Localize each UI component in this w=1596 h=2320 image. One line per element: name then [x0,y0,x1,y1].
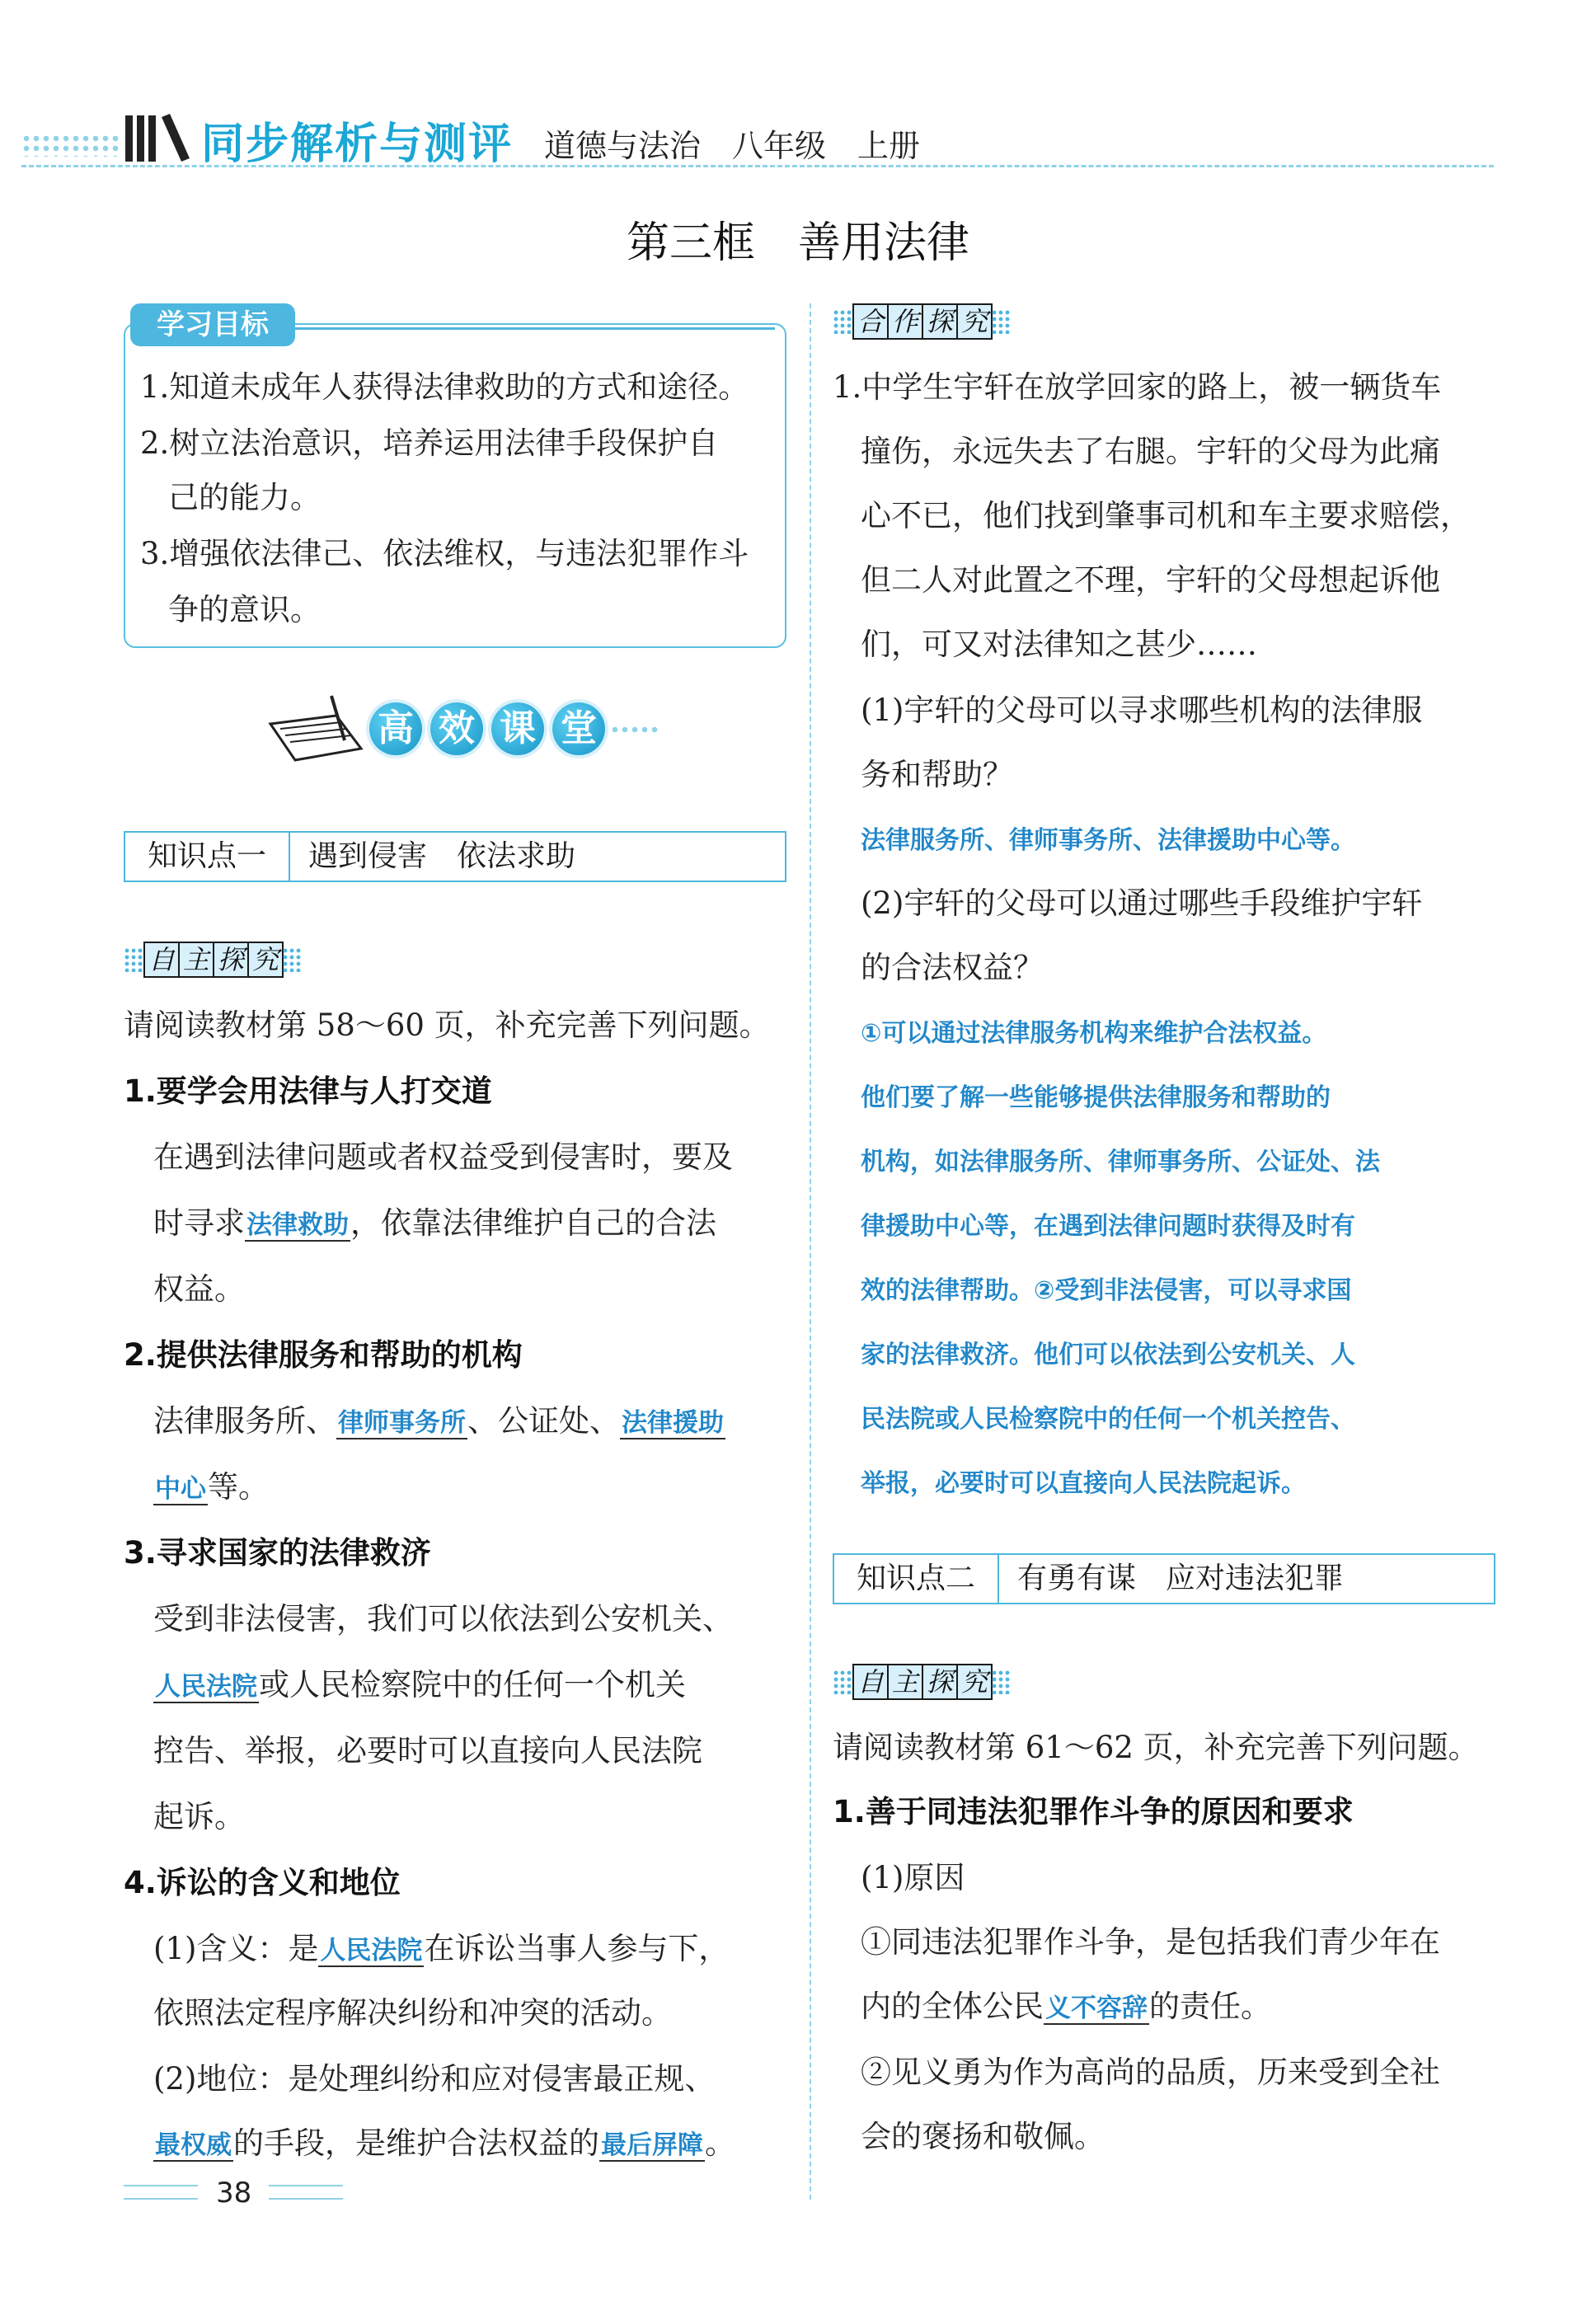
body-line: 起诉。 [153,1799,245,1834]
answer-text: 民法院或人民检察院中的任何一个机关控告、 [861,1405,1355,1434]
question-line: 1.中学生宇轩在放学回家的路上，被一辆货车 [833,369,1442,405]
goal-item: 2.树立法治意识，培养运用法律手段保护自 [140,425,719,461]
section-heading: 1.善于同违法犯罪作斗争的原因和要求 [833,1794,1354,1829]
body-line: 法律服务所、律师事务所、公证处、法律援助 [153,1403,724,1439]
answer-blank: 中心 [155,1474,206,1504]
header-divider [21,165,1494,167]
section-heading: 2.提供法律服务和帮助的机构 [124,1337,523,1373]
column-divider [810,303,811,2200]
banner-char: 课 [491,702,544,755]
answer-blank: 义不容辞 [1045,1994,1148,2023]
answer-text: 效的法律帮助。②受到非法侵害，可以寻求国 [861,1276,1352,1305]
sub-question: 务和帮助？ [861,757,1013,792]
header-dots-decoration [21,134,120,157]
kp-topic: 有勇有谋 应对违法犯罪 [1017,1562,1345,1595]
coop-explore-tag: 合 作 探 究 [833,303,1011,340]
body-line: 内的全体公民义不容辞的责任。 [861,1989,1271,2024]
goal-tag-line [289,327,775,330]
goal-item: 3.增强依法律己、依法维权，与违法犯罪作斗 [140,536,749,571]
body-line: 会的褒扬和敬佩。 [861,2119,1105,2154]
answer-text: 律援助中心等，在遇到法律问题时获得及时有 [861,1212,1355,1241]
answer-blank: 律师事务所 [338,1408,466,1438]
section-banner [369,702,605,760]
answer-text: 机构，如法律服务所、律师事务所、公证处、法 [861,1148,1380,1176]
banner-char: 堂 [552,702,605,755]
answer-text: ①可以通过法律服务机构来维护合法权益。 [861,1019,1327,1048]
book-stack-icon [124,109,198,163]
kp-label: 知识点二 [834,1555,999,1603]
body-line: ②见义勇为作为高尚的品质，历来受到全社 [861,2055,1440,2090]
knowledge-point-2 [833,1553,1495,1604]
banner-dots-decoration [610,726,660,734]
sub-question: 的合法权益？ [861,950,1044,985]
answer-blank: 法律援助 [622,1408,724,1438]
body-line: 依照法定程序解决纠纷和冲突的活动。 [153,1995,672,2031]
question-line: 但二人对此置之不理，宇轩的父母想起诉他 [861,562,1440,598]
body-line: 控告、举报，必要时可以直接向人民法院 [153,1733,702,1768]
sub-question: (2)宇轩的父母可以通过哪些手段维护宇轩 [861,885,1423,921]
knowledge-point-1 [124,831,786,882]
goal-item: 1.知道未成年人获得法律救助的方式和途径。 [140,369,749,405]
answer-blank: 人民法院 [320,1936,423,1965]
reading-instruction: 请阅读教材第 58～60 页，补充完善下列问题。 [124,1007,770,1043]
reading-instruction: 请阅读教材第 61～62 页，补充完善下列问题。 [833,1730,1479,1765]
goal-item: 争的意识。 [168,592,321,627]
question-line: 们，可又对法律知之甚少…… [861,627,1257,662]
body-line: (1)原因 [861,1860,965,1895]
answer-blank: 法律救助 [246,1210,349,1240]
notebook-pen-icon [262,691,369,773]
question-line: 撞伤，永远失去了右腿。宇轩的父母为此痛 [861,434,1440,469]
answer-blank: 人民法院 [155,1672,257,1702]
body-line: 权益。 [153,1271,245,1307]
answer-text: 家的法律救济。他们可以依法到公安机关、人 [861,1341,1355,1369]
kp-label: 知识点一 [125,833,290,881]
body-line: (2)地位：是处理纠纷和应对侵害最正规、 [153,2061,716,2097]
page-number: 38 [216,2177,252,2210]
learning-goals-tag: 学习目标 [130,303,295,346]
body-line: ①同违法犯罪作斗争，是包括我们青少年在 [861,1924,1440,1960]
banner-char: 高 [369,702,422,755]
question-line: 心不已，他们找到肇事司机和车主要求赔偿， [861,498,1471,533]
footer-decoration [269,2185,343,2200]
self-explore-tag: 自 主 探 究 [124,942,302,978]
sub-question: (1)宇轩的父母可以寻求哪些机构的法律服 [861,693,1423,728]
answer-blank: 最后屏障 [601,2130,703,2160]
body-line: 时寻求法律救助，依靠法律维护自己的合法 [153,1205,716,1241]
banner-char: 效 [430,702,483,755]
section-heading: 1.要学会用法律与人打交道 [124,1073,492,1109]
body-line: 中心等。 [155,1469,269,1505]
answer-text: 法律服务所、律师事务所、法律援助中心等。 [861,826,1355,855]
section-heading: 4.诉讼的含义和地位 [124,1865,401,1900]
body-line: (1)含义：是人民法院在诉讼当事人参与下， [153,1931,730,1966]
body-line: 受到非法侵害，我们可以依法到公安机关、 [153,1601,733,1637]
footer-decoration [124,2185,198,2200]
section-heading: 3.寻求国家的法律救济 [124,1535,431,1571]
kp-topic: 遇到侵害 依法求助 [308,839,576,873]
answer-blank: 最权威 [155,2130,232,2160]
body-line: 在遇到法律问题或者权益受到侵害时，要及 [153,1139,733,1175]
body-line: 最权威的手段，是维护合法权益的最后屏障。 [155,2125,735,2161]
lesson-title: 第三框 善用法律 [626,218,969,268]
answer-text: 举报，必要时可以直接向人民法院起诉。 [861,1469,1306,1498]
brand-title: 同步解析与测评 [201,120,514,169]
answer-text: 他们要了解一些能够提供法律服务和帮助的 [861,1083,1331,1112]
self-explore-tag: 自 主 探 究 [833,1664,1011,1700]
page-header [0,0,1596,181]
goal-item: 己的能力。 [168,480,321,515]
subject-label: 道德与法治 八年级 上册 [544,128,921,164]
body-line: 人民法院或人民检察院中的任何一个机关 [155,1667,686,1702]
